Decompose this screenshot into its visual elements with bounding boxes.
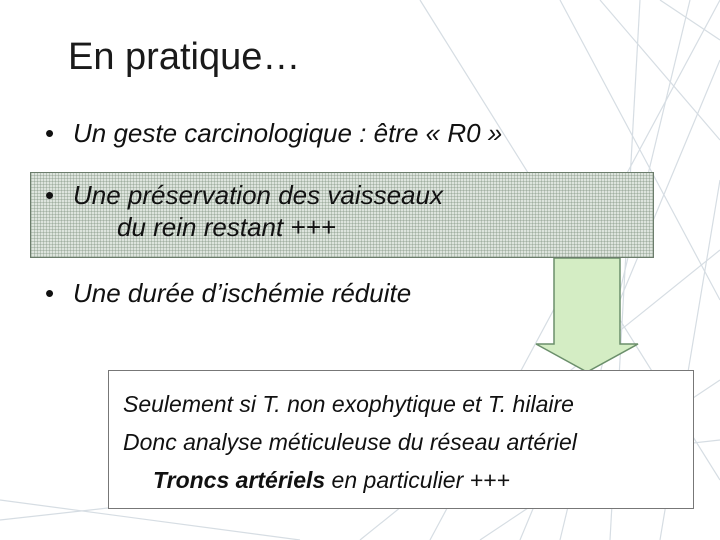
bullet-marker: • xyxy=(45,118,55,148)
bullet-text: Un geste carcinologique : être « R0 » xyxy=(73,118,503,148)
bullet-text-line2: du rein restant +++ xyxy=(117,211,336,242)
note-line-1: Seulement si T. non exophytique et T. hilaire xyxy=(123,391,574,417)
bullet-item xyxy=(45,278,411,309)
bullet-text-line1: Une préservation des vaisseaux xyxy=(73,180,443,210)
bullet-marker: • xyxy=(45,180,55,210)
bullet-text: Une durée d’ischémie réduite xyxy=(73,278,412,308)
note-box xyxy=(108,370,694,509)
slide-title: En pratique… xyxy=(68,36,301,78)
bullet-marker: • xyxy=(45,278,55,308)
note-bold-term: Troncs artériels xyxy=(153,467,326,493)
bullet-item xyxy=(45,118,502,149)
down-arrow-icon xyxy=(534,258,640,374)
note-line-3-rest: en particulier +++ xyxy=(325,467,510,493)
note-line-2: Donc analyse méticuleuse du réseau artériel xyxy=(123,429,577,455)
note-line-3 xyxy=(123,461,693,499)
bullet-item-highlighted xyxy=(45,180,443,243)
